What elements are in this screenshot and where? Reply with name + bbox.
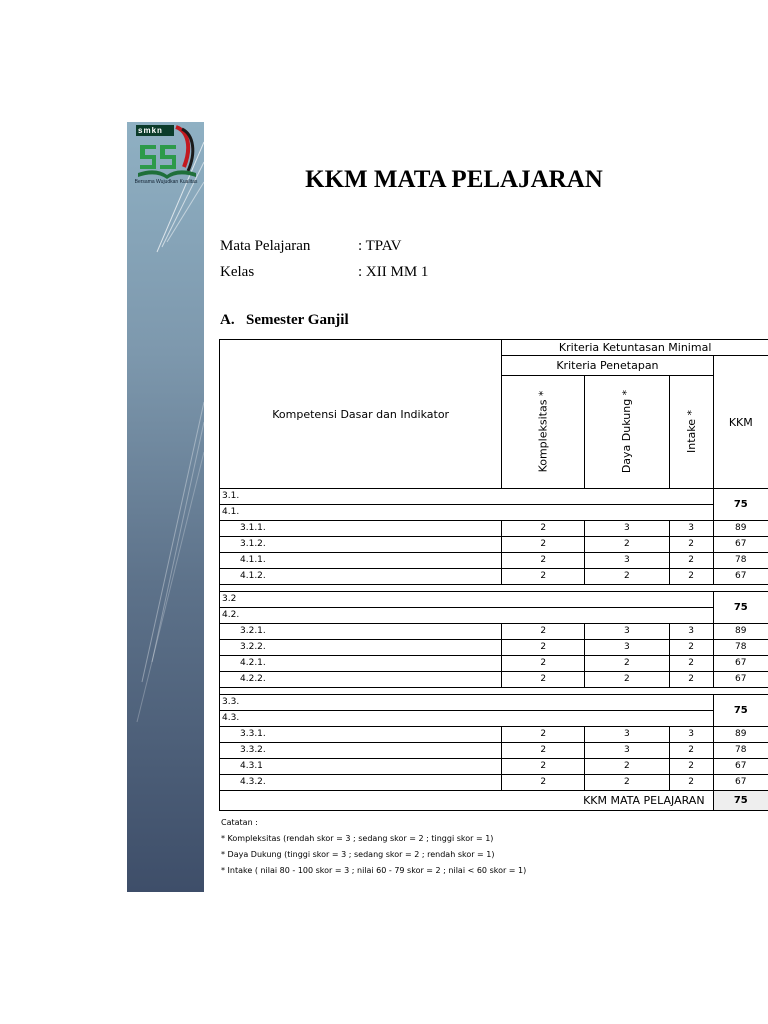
decorative-sidebar <box>127 122 204 892</box>
cell-daya-dukung: 3 <box>585 640 669 656</box>
table-row <box>220 553 768 569</box>
logo-brand-text: smkn <box>138 126 163 135</box>
cell-intake: 3 <box>669 624 713 640</box>
cell-kompleksitas: 2 <box>502 672 585 688</box>
cell-kompleksitas: 2 <box>502 624 585 640</box>
section-number: A. <box>220 312 235 328</box>
cell-intake: 2 <box>669 759 713 775</box>
cell-kompleksitas: 2 <box>502 569 585 585</box>
table-row <box>220 640 768 656</box>
indicator-code: 4.2.2. <box>220 672 502 688</box>
header-kkm: KKM <box>713 356 768 489</box>
cell-kompleksitas: 2 <box>502 775 585 791</box>
cell-intake: 2 <box>669 537 713 553</box>
header-intake: Intake * <box>669 376 713 489</box>
header-daya-dukung: Daya Dukung * <box>585 376 669 489</box>
cell-intake: 3 <box>669 727 713 743</box>
kd-code: 4.1. <box>220 505 714 521</box>
cell-kkm: 78 <box>713 640 768 656</box>
header-kompleksitas: Kompleksitas * <box>502 376 585 489</box>
section-heading <box>220 312 349 329</box>
indicator-code: 3.1.2. <box>220 537 502 553</box>
kd-kkm: 75 <box>713 695 768 727</box>
cell-intake: 2 <box>669 569 713 585</box>
indicator-code: 3.3.1. <box>220 727 502 743</box>
cell-daya-dukung: 3 <box>585 727 669 743</box>
cell-kompleksitas: 2 <box>502 521 585 537</box>
table-row <box>220 537 768 553</box>
cell-intake: 2 <box>669 743 713 759</box>
cell-daya-dukung: 3 <box>585 553 669 569</box>
table-row <box>220 656 768 672</box>
total-row <box>220 791 768 811</box>
info-label: Kelas <box>220 264 255 280</box>
info-label: Mata Pelajaran <box>220 238 311 254</box>
cell-daya-dukung: 2 <box>585 775 669 791</box>
table-row <box>220 759 768 775</box>
total-label: KKM MATA PELAJARAN <box>220 791 714 811</box>
group-spacer <box>220 688 768 695</box>
kd-row <box>220 608 768 624</box>
table-row <box>220 521 768 537</box>
cell-daya-dukung: 2 <box>585 537 669 553</box>
indicator-code: 4.3.1 <box>220 759 502 775</box>
table-row <box>220 672 768 688</box>
cell-kompleksitas: 2 <box>502 759 585 775</box>
cell-daya-dukung: 2 <box>585 656 669 672</box>
indicator-code: 3.3.2. <box>220 743 502 759</box>
cell-kkm: 67 <box>713 656 768 672</box>
cell-kkm: 78 <box>713 743 768 759</box>
kd-row <box>220 711 768 727</box>
kd-code: 3.2 <box>220 592 714 608</box>
table-row <box>220 624 768 640</box>
header-kriteria: Kriteria Ketuntasan Minimal <box>502 340 768 356</box>
info-value: : XII MM 1 <box>358 264 429 280</box>
cell-intake: 2 <box>669 640 713 656</box>
indicator-code: 4.1.1. <box>220 553 502 569</box>
cell-kkm: 78 <box>713 553 768 569</box>
kd-code: 4.2. <box>220 608 714 624</box>
kd-kkm: 75 <box>713 592 768 624</box>
cell-intake: 2 <box>669 775 713 791</box>
cell-intake: 2 <box>669 553 713 569</box>
total-value: 75 <box>713 791 768 811</box>
cell-kompleksitas: 2 <box>502 656 585 672</box>
kd-code: 4.3. <box>220 711 714 727</box>
note-line: Catatan : <box>221 818 258 827</box>
info-row-class <box>220 264 428 281</box>
cell-kompleksitas: 2 <box>502 640 585 656</box>
cell-daya-dukung: 3 <box>585 624 669 640</box>
indicator-code: 4.1.2. <box>220 569 502 585</box>
cell-daya-dukung: 2 <box>585 759 669 775</box>
indicator-code: 4.2.1. <box>220 656 502 672</box>
indicator-code: 3.2.2. <box>220 640 502 656</box>
cell-kkm: 89 <box>713 521 768 537</box>
section-title: Semester Ganjil <box>246 312 349 328</box>
cell-kkm: 89 <box>713 624 768 640</box>
indicator-code: 4.3.2. <box>220 775 502 791</box>
header-penetapan: Kriteria Penetapan <box>502 356 713 376</box>
cell-kkm: 67 <box>713 569 768 585</box>
kd-code: 3.1. <box>220 489 714 505</box>
kd-row <box>220 592 768 608</box>
cell-kompleksitas: 2 <box>502 743 585 759</box>
note-line: * Kompleksitas (rendah skor = 3 ; sedang skor = 2 ; tinggi skor = 1) <box>221 834 494 843</box>
cell-kompleksitas: 2 <box>502 727 585 743</box>
cell-kompleksitas: 2 <box>502 553 585 569</box>
table-row <box>220 569 768 585</box>
cell-kkm: 67 <box>713 775 768 791</box>
cell-kkm: 67 <box>713 672 768 688</box>
notes <box>221 815 526 879</box>
kkm-table <box>219 339 768 811</box>
cell-kkm: 67 <box>713 537 768 553</box>
kd-row <box>220 489 768 505</box>
logo-tagline: Bersama Wujudkan Kualitas <box>134 179 198 185</box>
cell-intake: 2 <box>669 656 713 672</box>
header-kompetensi: Kompetensi Dasar dan Indikator <box>220 340 502 489</box>
cell-kkm: 67 <box>713 759 768 775</box>
table-row <box>220 775 768 791</box>
kd-row <box>220 695 768 711</box>
note-line: * Intake ( nilai 80 - 100 skor = 3 ; nilai 60 - 79 skor = 2 ; nilai < 60 skor = 1) <box>221 866 527 875</box>
cell-intake: 2 <box>669 672 713 688</box>
info-value: : TPAV <box>358 238 402 254</box>
kd-row <box>220 505 768 521</box>
kd-code: 3.3. <box>220 695 714 711</box>
cell-daya-dukung: 3 <box>585 521 669 537</box>
kd-kkm: 75 <box>713 489 768 521</box>
table-row <box>220 727 768 743</box>
table-row <box>220 743 768 759</box>
cell-daya-dukung: 2 <box>585 569 669 585</box>
cell-daya-dukung: 3 <box>585 743 669 759</box>
page-title: KKM MATA PELAJARAN <box>305 166 603 193</box>
cell-intake: 3 <box>669 521 713 537</box>
info-row-subject <box>220 238 402 255</box>
indicator-code: 3.1.1. <box>220 521 502 537</box>
sidebar-lines-decoration <box>127 122 204 892</box>
note-line: * Daya Dukung (tinggi skor = 3 ; sedang skor = 2 ; rendah skor = 1) <box>221 850 495 859</box>
indicator-code: 3.2.1. <box>220 624 502 640</box>
cell-kkm: 89 <box>713 727 768 743</box>
group-spacer <box>220 585 768 592</box>
cell-kompleksitas: 2 <box>502 537 585 553</box>
cell-daya-dukung: 2 <box>585 672 669 688</box>
